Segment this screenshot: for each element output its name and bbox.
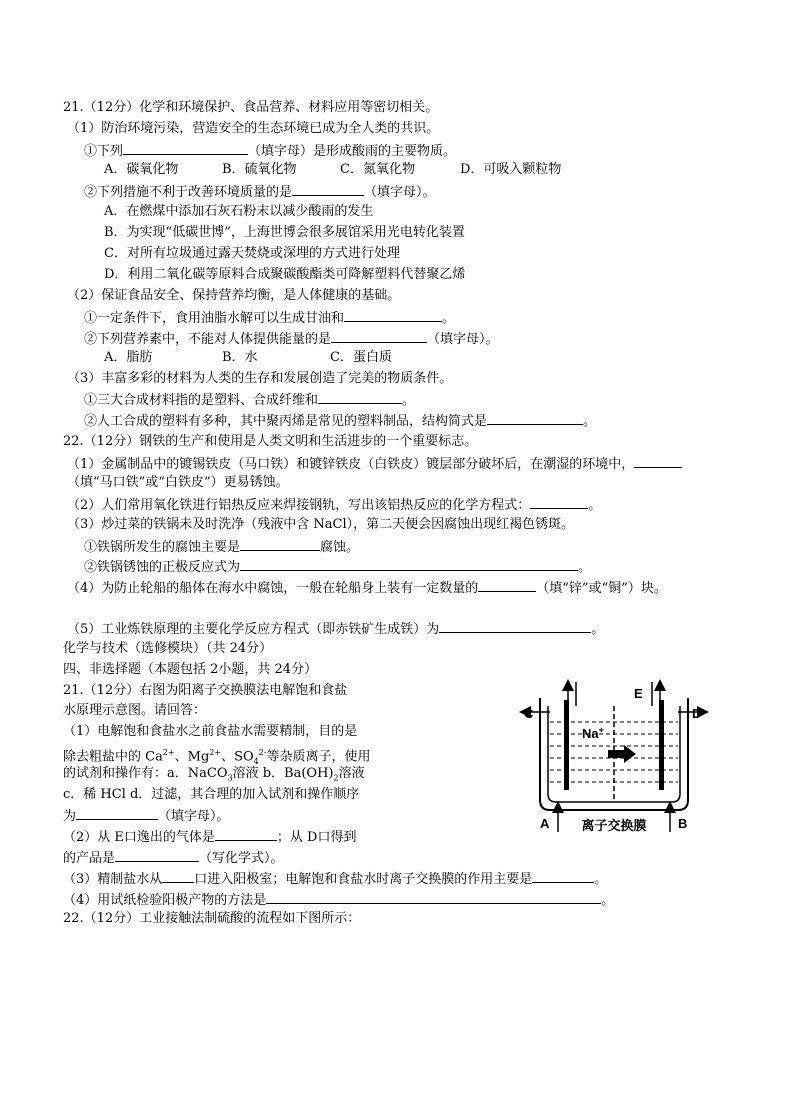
option: A．碳氧化物: [104, 162, 179, 177]
option: D．可吸入颗粒物: [460, 162, 562, 177]
q22-part2: （2）人们常用氧化铁进行铝热反应来焊接钢轨，写出该铝热反应的化学方程式： 。: [67, 498, 602, 513]
q21b-line: （4）用试纸检验阳极产物的方法是 。: [63, 893, 615, 908]
ion-label: Na+: [582, 725, 604, 741]
q21-part3-item1: ①三大合成材料指的是塑料、合成纤维和 。: [84, 393, 416, 408]
option: A．在燃煤中添加石灰石粉末以减少酸雨的发生: [104, 204, 374, 219]
label-c: C: [524, 706, 534, 721]
electrolysis-cell-diagram: [512, 670, 712, 838]
q21-part2: （2）保证食品安全、保持营养均衡，是人体健康的基础。: [67, 288, 401, 303]
q22-part1-cont: （填“马口铁”或“白铁皮”）更易锈蚀。: [67, 475, 289, 490]
q22-part4: （4）为防止轮船的船体在海水中腐蚀，一般在轮船身上装有一定数量的 （填“锌”或“铜”）块。: [67, 581, 667, 596]
answer-blank[interactable]: [478, 579, 536, 592]
option: A．脂肪: [104, 350, 153, 365]
cathode-electrode: [659, 700, 664, 790]
q21b-line: （1）电解饱和食盐水之前食盐水需要精制，目的是: [63, 724, 358, 739]
answer-blank[interactable]: [439, 620, 591, 633]
q21b-line: 的产品是 （写化学式）。: [63, 851, 284, 866]
q21-part1-item2: ②下列措施不利于改善环境质量的是 （填字母）。: [84, 185, 436, 200]
q22-part3-item2: ②铁锅锈蚀的正极反应式为 。: [84, 560, 592, 575]
section-title: 四、非选择题（本题包括 2小题，共 24分）: [63, 662, 318, 677]
answer-blank[interactable]: [162, 870, 194, 883]
label-e: E: [634, 686, 643, 701]
option: B．硫氧化物: [222, 162, 297, 177]
q21b-line: （3）精制盐水从 口进入阳极室；电解饱和食盐水时离子交换膜的作用主要是 。: [63, 872, 608, 887]
q22-part1: （1）金属制品中的镀锡铁皮（马口铁）和镀锌铁皮（白铁皮）镀层部分破坏后，在潮湿的环境中，: [67, 455, 682, 473]
q21-part2-item1: ①一定条件下，食用油脂水解可以生成甘油和 。: [84, 311, 456, 326]
q21-part2-item2: ②下列营养素中，不能对人体提供能量的是 （填字母）。: [84, 332, 499, 347]
module-title: 化学与技术（选修模块）（共 24分）: [63, 641, 273, 656]
q22-part3-item1: ①铁锅所发生的腐蚀主要是 腐蚀。: [84, 540, 360, 555]
answer-blank[interactable]: [331, 330, 427, 343]
q22-part3: （3）炒过菜的铁锅未及时洗净（残液中含 NaCl），第二天便会因腐蚀出现红褐色锈斑。: [67, 517, 575, 532]
answer-blank[interactable]: [532, 870, 594, 883]
answer-blank[interactable]: [215, 828, 277, 841]
answer-blank[interactable]: [634, 455, 682, 468]
q21-part1: （1）防治环境污染，营造安全的生态环境已成为全人类的共识。: [67, 121, 440, 136]
q21b-line: 为 （填字母）。: [63, 809, 230, 824]
q21-part3: （3）丰富多彩的材料为人类的生存和发展创造了完美的物质条件。: [67, 371, 453, 386]
anode-electrode: [564, 700, 569, 790]
q22b-title: 22.（12分）工业接触法制硫酸的流程如下图所示：: [63, 911, 361, 926]
q21b-line-reagents: 的试剂和操作有：a．NaCO$_3$溶液 b．$Ba(OH)_2$溶液: [63, 766, 365, 783]
label-b: B: [678, 816, 688, 831]
option: B．水: [222, 350, 258, 365]
answer-blank[interactable]: [266, 891, 601, 904]
q21-part3-item2: ②人工合成的塑料有多种，其中聚丙烯是常见的塑料制品，结构简式是 。: [84, 414, 597, 429]
answer-blank[interactable]: [76, 807, 158, 820]
q21b-line-ions: 除去粗盐中的 $Ca^{2+}$、$Mg^{2+}$、$SO_4^{2-}$等杂质离子，使用: [63, 748, 371, 766]
answer-blank[interactable]: [123, 142, 248, 155]
q21b-line: 21.（12分）右图为阳离子交换膜法电解饱和食盐: [63, 683, 348, 698]
q21b-line: （2）从 E口逸出的气体是 ；从 D口得到: [63, 830, 357, 845]
answer-blank[interactable]: [240, 558, 578, 571]
answer-blank[interactable]: [344, 309, 442, 322]
option: C．对所有垃圾通过露天焚烧或深埋的方式进行处理: [104, 246, 400, 261]
q21b-line: c．稀 HCl d．过滤，其合理的加入试剂和操作顺序: [63, 787, 360, 802]
option: D．利用二氧化碳等原料合成聚碳酸酯类可降解塑料代替聚乙烯: [104, 267, 466, 282]
answer-blank[interactable]: [530, 496, 588, 509]
sodium-ion-arrow: [608, 745, 636, 763]
answer-blank[interactable]: [318, 391, 402, 404]
q21b-line: 水原理示意图。请回答：: [63, 703, 207, 718]
q22-title: 22.（12分）钢铁的生产和使用是人类文明和生活进步的一个重要标志。: [63, 434, 478, 449]
option: C．氮氧化物: [340, 162, 415, 177]
q21-part1-item1: ①下列 （填字母）是形成酸雨的主要物质。: [84, 144, 457, 159]
label-a: A: [540, 816, 550, 831]
membrane-label: 离子交换膜: [581, 819, 647, 834]
answer-blank[interactable]: [292, 183, 364, 196]
answer-blank[interactable]: [115, 849, 199, 862]
option: C．蛋白质: [330, 350, 392, 365]
answer-blank[interactable]: [240, 538, 320, 551]
answer-blank[interactable]: [487, 412, 583, 425]
q22-part5: （5）工业炼铁原理的主要化学反应方程式（即赤铁矿生成铁）为 。: [67, 622, 605, 637]
label-d: D: [692, 706, 702, 721]
option: B．为实现“低碳世博”，上海世博会很多展馆采用光电转化装置: [104, 225, 465, 240]
q21-title: 21.（12分）化学和环境保护、食品营养、材料应用等密切相关。: [63, 100, 439, 115]
